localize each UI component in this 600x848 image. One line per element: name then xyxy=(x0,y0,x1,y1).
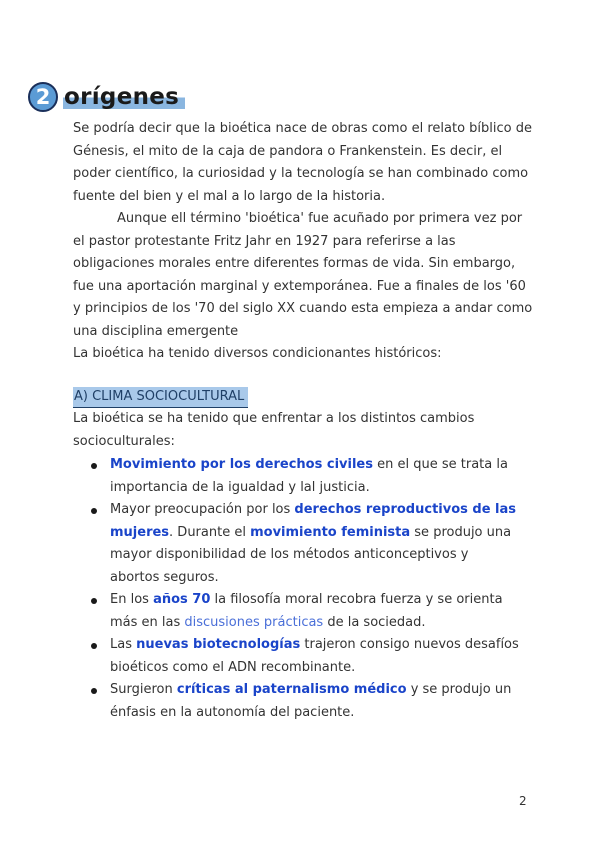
list-item-text: la filosofía moral recobra fuerza y se orienta más en las xyxy=(110,592,503,630)
list-item xyxy=(90,499,520,589)
highlight-term: años 70 xyxy=(153,592,211,607)
list-item-text: . Durante el xyxy=(169,524,251,540)
bullet-icon xyxy=(91,508,97,514)
subsection-intro xyxy=(73,408,533,453)
page-number: 2 xyxy=(519,794,527,808)
list-item-text: en el que se trata la importancia de la igualdad y lal justicia. xyxy=(110,457,508,495)
list-item xyxy=(90,454,520,499)
subsection-intro-text: La bioética se ha tenido que enfrentar a los distintos cambios socioculturales: xyxy=(73,411,475,449)
intro-paragraph-1: Se podría decir que la bioética nace de obras como el relato bíblico de Génesis, el mito de la caja de pandora o Frankenstein. Es decir, el poder científico, la curiosidad y la tecnología se han combinado como fuente del bien y el mal a lo largo de la historia. xyxy=(73,121,533,204)
heading-number: 2 xyxy=(35,84,51,109)
highlight-term: Movimiento por los derechos civiles xyxy=(110,457,373,472)
intro-text xyxy=(73,118,533,366)
heading-title: orígenes xyxy=(63,82,185,112)
list-item-text: Surgieron xyxy=(110,682,177,697)
intro-paragraph-3: La bioética ha tenido diversos condicionantes históricos: xyxy=(73,346,442,361)
list-item-text: se produjo una mayor disponibilidad de los métodos anticonceptivos y abortos seguros. xyxy=(110,524,512,585)
list-item xyxy=(90,634,520,679)
list-item-text: trajeron consigo nuevos desafíos bioéticos como el ADN recombinante. xyxy=(110,637,519,675)
bullet-icon xyxy=(91,463,97,469)
section-heading-origenes xyxy=(28,80,185,114)
list-item xyxy=(90,589,520,634)
bullet-list xyxy=(90,454,520,724)
highlight-term: nuevas biotecnologías xyxy=(136,637,301,652)
bullet-icon xyxy=(91,643,97,649)
list-item-text: Las xyxy=(110,637,137,652)
list-item-text: de la sociedad. xyxy=(323,614,426,630)
list-item-text: y se produjo un énfasis en la autonomía del paciente. xyxy=(110,682,512,720)
highlight-term: críticas al paternalismo médico xyxy=(176,682,407,697)
subsection-title: A) CLIMA SOCIOCULTURAL xyxy=(73,387,248,408)
heading-number-badge xyxy=(28,82,58,112)
intro-paragraph-2: Aunque ell término 'bioética' fue acuñado por primera vez por el pastor protestante Fritz Jahr en 1927 para referirse a las obligaciones morales entre diferentes formas de vida. Sin embargo, fue una aportación marginal y extemporánea. Fue a finales de los '60 y principios de los '70 del siglo XX cuando esta empieza a andar como una disciplina emergente xyxy=(73,211,533,339)
highlight-term: movimiento feminista xyxy=(250,524,411,540)
list-item xyxy=(90,679,520,724)
highlight-term: discusiones prácticas xyxy=(184,614,324,630)
bullet-icon xyxy=(91,598,97,604)
list-item-text: Mayor preocupación por los xyxy=(110,502,295,517)
list-item-text: En los xyxy=(110,592,154,607)
bullet-icon xyxy=(91,688,97,694)
highlight-term: derechos reproductivos de las mujeres xyxy=(110,502,517,540)
